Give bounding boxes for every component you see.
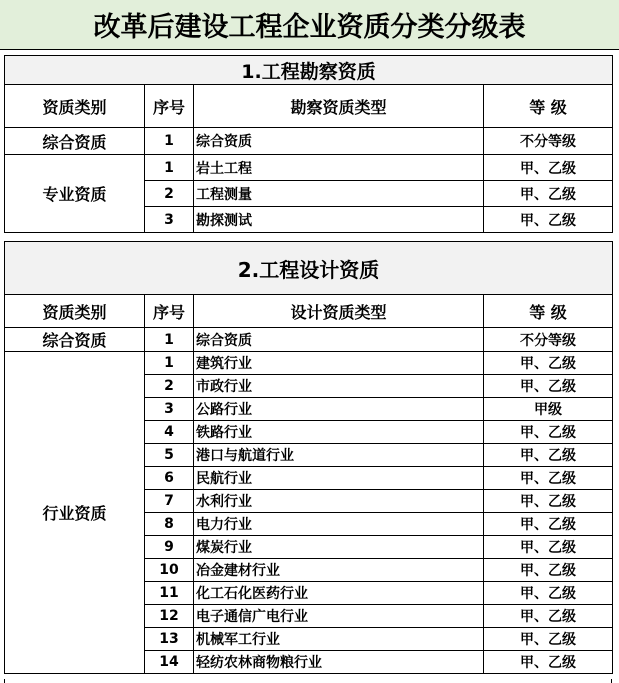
number-cell: 8 <box>145 513 194 536</box>
type-cell: 冶金建材行业 <box>194 559 484 582</box>
type-cell: 化工石化医药行业 <box>194 582 484 605</box>
grade-cell: 甲、乙级 <box>484 375 613 398</box>
page-title: 改革后建设工程企业资质分类分级表 <box>0 0 619 50</box>
number-cell: 1 <box>145 352 194 375</box>
type-cell: 市政行业 <box>194 375 484 398</box>
section-gap <box>0 233 619 241</box>
type-cell: 铁路行业 <box>194 421 484 444</box>
grade-cell: 甲、乙级 <box>484 605 613 628</box>
grade-cell: 甲、乙级 <box>484 536 613 559</box>
number-cell: 1 <box>145 155 194 181</box>
header-type: 勘察资质类型 <box>194 85 484 128</box>
grade-cell: 不分等级 <box>484 128 613 155</box>
type-cell: 工程测量 <box>194 181 484 207</box>
grade-cell: 甲级 <box>484 398 613 421</box>
column-header-row <box>5 85 613 128</box>
number-cell: 4 <box>145 421 194 444</box>
type-cell: 电力行业 <box>194 513 484 536</box>
type-cell: 机械军工行业 <box>194 628 484 651</box>
header-number: 序号 <box>145 295 194 328</box>
type-cell: 综合资质 <box>194 328 484 352</box>
grade-cell: 甲、乙级 <box>484 651 613 674</box>
section-heading: 2.工程设计资质 <box>5 242 613 295</box>
type-cell: 公路行业 <box>194 398 484 421</box>
type-cell: 综合资质 <box>194 128 484 155</box>
design-qualification-table <box>4 241 613 674</box>
section-heading-row <box>5 56 613 85</box>
grade-cell: 甲、乙级 <box>484 207 613 233</box>
column-header-row <box>5 295 613 328</box>
table-continuation <box>4 679 612 683</box>
survey-qualification-table <box>4 55 613 233</box>
grade-cell: 甲、乙级 <box>484 513 613 536</box>
number-cell: 6 <box>145 467 194 490</box>
grade-cell: 甲、乙级 <box>484 352 613 375</box>
grade-cell: 甲、乙级 <box>484 628 613 651</box>
category-cell: 专业资质 <box>5 155 145 233</box>
number-cell: 2 <box>145 375 194 398</box>
type-cell: 勘探测试 <box>194 207 484 233</box>
header-category: 资质类别 <box>5 295 145 328</box>
category-cell: 行业资质 <box>5 352 145 674</box>
header-grade: 等 级 <box>484 295 613 328</box>
number-cell: 11 <box>145 582 194 605</box>
grade-cell: 甲、乙级 <box>484 467 613 490</box>
number-cell: 3 <box>145 398 194 421</box>
type-cell: 电子通信广电行业 <box>194 605 484 628</box>
type-cell: 建筑行业 <box>194 352 484 375</box>
number-cell: 7 <box>145 490 194 513</box>
type-cell: 民航行业 <box>194 467 484 490</box>
category-cell: 综合资质 <box>5 328 145 352</box>
number-cell: 3 <box>145 207 194 233</box>
number-cell: 5 <box>145 444 194 467</box>
grade-cell: 甲、乙级 <box>484 444 613 467</box>
number-cell: 10 <box>145 559 194 582</box>
type-cell: 轻纺农林商物粮行业 <box>194 651 484 674</box>
grade-cell: 甲、乙级 <box>484 559 613 582</box>
grade-cell: 不分等级 <box>484 328 613 352</box>
grade-cell: 甲、乙级 <box>484 181 613 207</box>
section-heading: 1.工程勘察资质 <box>5 56 613 85</box>
category-cell: 综合资质 <box>5 128 145 155</box>
header-type: 设计资质类型 <box>194 295 484 328</box>
table-row <box>5 352 613 375</box>
number-cell: 1 <box>145 128 194 155</box>
grade-cell: 甲、乙级 <box>484 155 613 181</box>
type-cell: 岩土工程 <box>194 155 484 181</box>
number-cell: 13 <box>145 628 194 651</box>
table-row <box>5 128 613 155</box>
type-cell: 水利行业 <box>194 490 484 513</box>
header-number: 序号 <box>145 85 194 128</box>
table-row <box>5 328 613 352</box>
header-category: 资质类别 <box>5 85 145 128</box>
grade-cell: 甲、乙级 <box>484 421 613 444</box>
number-cell: 2 <box>145 181 194 207</box>
table-row <box>5 155 613 181</box>
type-cell: 煤炭行业 <box>194 536 484 559</box>
header-grade: 等 级 <box>484 85 613 128</box>
number-cell: 1 <box>145 328 194 352</box>
number-cell: 14 <box>145 651 194 674</box>
type-cell: 港口与航道行业 <box>194 444 484 467</box>
number-cell: 12 <box>145 605 194 628</box>
grade-cell: 甲、乙级 <box>484 490 613 513</box>
number-cell: 9 <box>145 536 194 559</box>
section-heading-row <box>5 242 613 295</box>
grade-cell: 甲、乙级 <box>484 582 613 605</box>
